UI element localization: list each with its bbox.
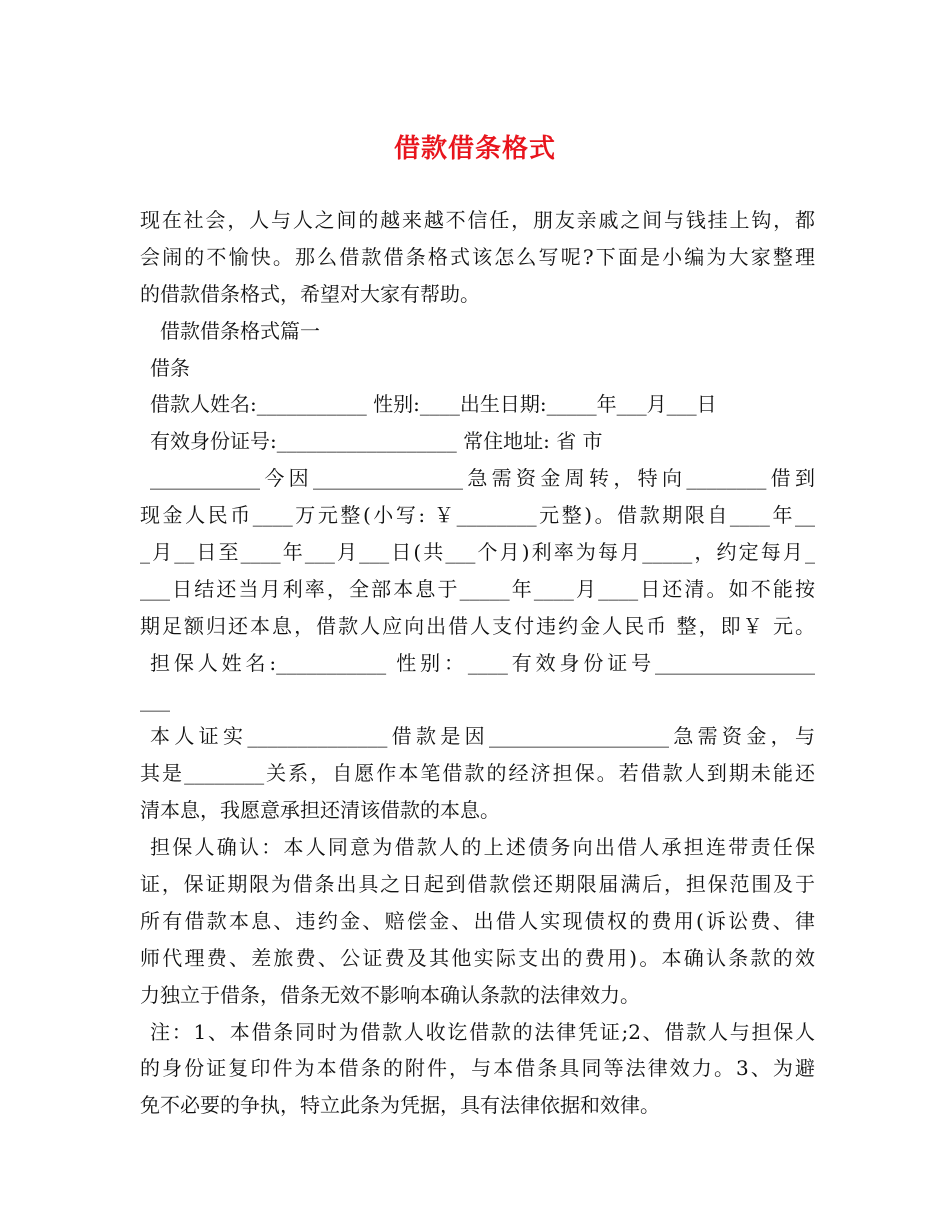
guarantor-confirm-line-4: 师代理费、差旅费、公证费及其他实际支出的费用)。本确认条款的效: [140, 945, 815, 970]
loan-clause-line-3: _月__日至____年___月___日(共___个月)利率为每月_____，约定每月_: [140, 540, 815, 565]
borrower-info-line: 借款人姓名:___________ 性别:____出生日期:_____年___月___日: [150, 392, 717, 417]
loan-clause-line-4: ___日结还当月利率，全部本息于_____年____月____日还清。如不能按: [140, 576, 815, 601]
paragraph-intro-line-1: 现在社会，人与人之间的越来越不信任，朋友亲戚之间与钱挂上钩，都: [140, 208, 815, 232]
guarantor-info-line: 担保人姓名:___________ 性别：____有效身份证号________________: [150, 650, 815, 675]
loan-clause-line-2: 现金人民币____万元整(小写: ￥________元整)。借款期限自____年__: [140, 503, 815, 528]
borrower-id-line: 有效身份证号:__________________ 常住地址: 省 市: [150, 429, 603, 454]
loan-clause-line-5: 期足额归还本息，借款人应向出借人支付违约金人民币 整，即￥ 元。: [140, 613, 815, 638]
guarantor-confirm-line-5: 力独立于借条，借条无效不影响本确认条款的法律效力。: [140, 982, 640, 1007]
section-heading: 借款借条格式篇一: [160, 318, 320, 343]
guarantee-clause-line-2: 其是________关系，自愿作本笔借款的经济担保。若借款人到期未能还: [140, 761, 815, 786]
loan-clause-line-1: ___________今因_______________急需资金周转，特向________借到: [150, 466, 815, 491]
document-body: [140, 202, 815, 1124]
iou-heading: 借条: [150, 355, 190, 380]
guarantee-clause-line-3: 清本息，我愿意承担还清该借款的本息。: [140, 798, 500, 823]
note-line-2: 的身份证复印件为本借条的附件，与本借条具同等法律效力。3、为避: [140, 1056, 815, 1081]
guarantor-confirm-line-1: 担保人确认：本人同意为借款人的上述债务向出借人承担连带责任保: [150, 835, 815, 860]
document-title: 借款借条格式: [393, 134, 556, 164]
note-line-3: 免不必要的争执，特立此条为凭据，具有法律依据和效律。: [140, 1093, 660, 1118]
paragraph-intro-line-2: 会闹的不愉快。那么借款借条格式该怎么写呢?下面是小编为大家整理: [140, 244, 815, 269]
note-line-1: 注：1、本借条同时为借款人收讫借款的法律凭证;2、借款人与担保人: [150, 1019, 815, 1044]
paragraph-intro-line-3: 的借款借条格式，希望对大家有帮助。: [140, 281, 480, 306]
guarantee-clause-line-1: 本人证实______________借款是因__________________急需资金，与: [150, 724, 815, 749]
guarantor-confirm-line-2: 证，保证期限为借条出具之日起到借款偿还期限届满后，担保范围及于: [140, 872, 815, 897]
guarantor-confirm-line-3: 所有借款本息、违约金、赔偿金、出借人实现债权的费用(诉讼费、律: [140, 908, 815, 933]
guarantor-info-line-cont: ___: [140, 687, 170, 712]
